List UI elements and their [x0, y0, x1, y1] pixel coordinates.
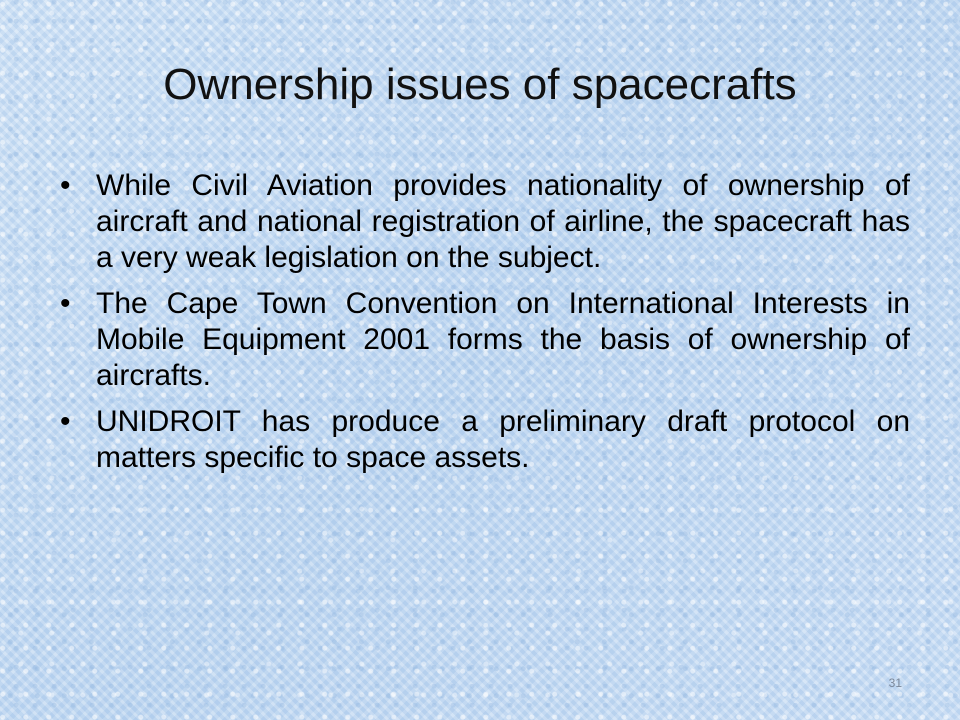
bullet-text: The Cape Town Convention on International Interests in Mobile Equipment 2001 forms the basis of ownership of aircrafts. — [96, 287, 910, 392]
bullet-marker: • — [60, 169, 71, 202]
bullet-text: While Civil Aviation provides nationality of ownership of aircraft and national registration of airline, the spacecraft has a very weak legislation on the subject. — [96, 169, 910, 274]
bullet-text: UNIDROIT has produce a preliminary draft protocol on matters specific to space assets. — [96, 405, 910, 474]
bullet-list — [48, 168, 910, 486]
bullet-item — [48, 168, 910, 276]
bullet-item — [48, 286, 910, 394]
bullet-marker: • — [60, 405, 71, 438]
bullet-item — [48, 404, 910, 476]
slide-title: Ownership issues of spacecrafts — [163, 60, 797, 109]
page-number: 31 — [888, 676, 902, 690]
bullet-marker: • — [60, 287, 71, 320]
